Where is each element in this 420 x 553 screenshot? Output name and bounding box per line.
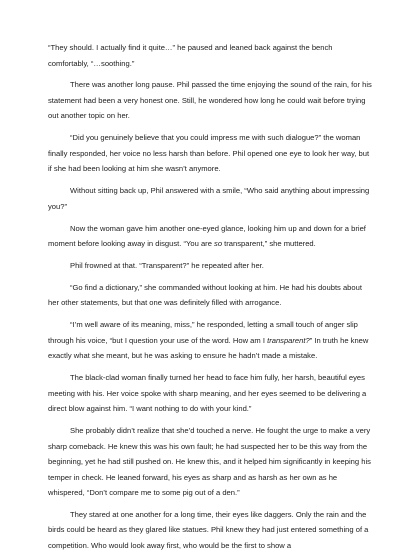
paragraph-text: The black-clad woman finally turned her head to face him fully, her harsh, beautiful eyes meeting with his. Her voice spoke with sharp meaning, and her eyes seemed to be delivering a direct blow against him. “I want nothing to do with your kind.” bbox=[48, 373, 367, 414]
paragraph bbox=[48, 130, 372, 177]
paragraph bbox=[48, 221, 372, 252]
paragraph bbox=[48, 77, 372, 124]
paragraph bbox=[48, 183, 372, 214]
paragraph-text: There was another long pause. Phil passed the time enjoying the sound of the rain, for his statement had been a very honest one. Still, he wondered how long he could wait before trying out another topic on her. bbox=[48, 80, 372, 121]
paragraph-text: “They should. I actually find it quite…” he paused and leaned back against the bench comfortably, “…soothing.” bbox=[48, 43, 333, 68]
paragraph bbox=[48, 317, 372, 364]
paragraph bbox=[48, 370, 372, 417]
paragraph-text: She probably didn’t realize that she’d touched a nerve. He fought the urge to make a very sharp comeback. He knew this was his own fault; he had suspected her to be this way from the beginning, yet he had still pushed on. He knew this, and it helped him significantly in keeping his temper in check. He leaned forward, his eyes as sharp and as harsh as her own as he whispered, “Don’t compare me to some pig out of a den.” bbox=[48, 426, 371, 498]
paragraph-text: Now the woman gave him another one-eyed glance, looking him up and down for a brief moment before looking away in disgust. “You are bbox=[48, 223, 366, 249]
emphasized-text: so bbox=[214, 239, 223, 249]
paragraph bbox=[48, 258, 372, 274]
paragraph-text: “I’m well aware of its meaning, miss,” he responded, letting a small touch of anger slip through his voice, “but I question your use of the word. How am I bbox=[48, 320, 358, 345]
emphasized-text: transparent? bbox=[267, 335, 310, 345]
paragraph-text: ” In truth he knew exactly what she meant, but he was asking to ensure he hadn’t made a mistake. bbox=[48, 335, 369, 361]
paragraph-text: “Go find a dictionary,” she commanded without looking at him. He had his doubts about her other statements, but that one was definitely filled with arrogance. bbox=[48, 282, 362, 308]
paragraph-text: Without sitting back up, Phil answered with a smile, “Who said anything about impressing you?” bbox=[48, 186, 370, 211]
paragraph-text: Phil frowned at that. “Transparent?” he repeated after her. bbox=[70, 260, 264, 270]
paragraph-text: transparent,” she muttered. bbox=[222, 239, 316, 249]
paragraph bbox=[48, 507, 372, 553]
paragraph bbox=[48, 423, 372, 501]
paragraph bbox=[48, 280, 372, 311]
paragraph bbox=[48, 40, 372, 71]
paragraph-text: They stared at one another for a long time, their eyes like daggers. Only the rain and the birds could be heard as they glared like statues. Phil knew they had just entered something of a competition. Who would look away first, who would be the first to show a bbox=[48, 509, 369, 550]
paragraph-text: “Did you genuinely believe that you could impress me with such dialogue?” the woman finally responded, her voice no less harsh than before. Phil opened one eye to look her way, but if she had been looking at him she wasn’t anymore. bbox=[48, 133, 370, 174]
document-body bbox=[48, 40, 372, 553]
